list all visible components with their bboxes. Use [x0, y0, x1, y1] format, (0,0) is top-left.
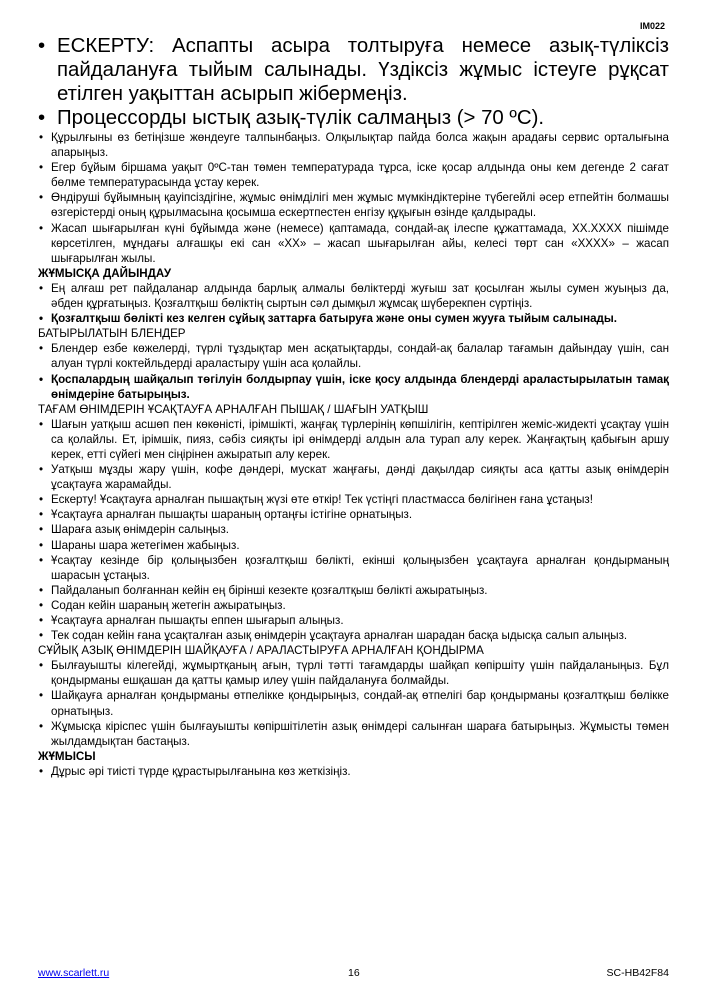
- list-item: • Жасап шығарылған күні бұйымда және (немесе) қаптамада, сондай-ақ ілеспе құжаттамада, XX.XXXX пішімде көрсетілген, мұндағы алғашқы екі сан «XX» – жасап шығарылған айы, келесі төрт сан «XXXX» – жасап шығарылған жылы.: [38, 221, 669, 266]
- manual-content: [38, 34, 669, 779]
- knife-section: [38, 402, 669, 417]
- general-info-list: [38, 130, 669, 266]
- list-item: • Уатқыш мұзды жару үшін, кофе дәндері, мускат жаңғағы, дәнді дақылдар сияқты аса қатты азық өнімдерін ұсақтауға жарамайды.: [38, 462, 669, 492]
- list-item: • Тек содан кейін ғана ұсақталған азық өнімдерін ұсақтауға арналған шарадан басқа ыдысқа салып алыңыз.: [38, 628, 669, 643]
- whisk-list: [38, 658, 669, 749]
- list-item: • Ұсақтауға арналған пышақты шараның ортаңғы істігіне орнатыңыз.: [38, 507, 669, 522]
- list-item: • Дұрыс әрі тиісті түрде құрастырылғанына көз жеткізіңіз.: [38, 764, 669, 779]
- list-item: • Ескерту! Ұсақтауға арналған пышақтың жүзі өте өткір! Тек үстіңгі пластмасса бөлігінен ғана ұстаңыз!: [38, 492, 669, 507]
- list-item: • Ұсақтауға арналған пышақты еппен шығарып алыңыз.: [38, 613, 669, 628]
- section-heading-operation: ЖҰМЫСЫ: [38, 749, 96, 763]
- warning-overfill: • ЕСКЕРТУ: Аспапты асыра толтыруға немесе азық-түліксіз пайдалануға тыйым салынады. Үздіксіз жұмыс істеуге рұқсат етілген уақыттан асырып жібермеңіз.: [38, 34, 669, 106]
- list-item: • Ең алғаш рет пайдаланар алдында барлық алмалы бөліктерді жуғыш зат қосылған жылы сумен жуыңыз да, әбден құрғатыңыз. Қозғалтқыш бөліктің сыртын сәл дымқыл жұмсақ шүберекпен сүртіңіз.: [38, 281, 669, 311]
- list-item: • Қоспалардың шайқалып төгілуін болдырпау үшін, іске қосу алдында блендерді араластырылатын тамақ өнімдеріне батырыңыз.: [38, 372, 669, 402]
- list-item: • Былғауышты кілегейді, жұмыртқаның ағын, түрлі тәтті тағамдарды шайқап көпіршіту үшін пайдаланыңыз. Бұл қондырманы ешқашан да қатты қамыр илеу үшін пайдалануға болмайды.: [38, 658, 669, 688]
- section-heading-knife: ТАҒАМ ӨНІМДЕРІН ҰСАҚТАУҒА АРНАЛҒАН ПЫШАҚ / ШАҒЫН УАТҚЫШ: [38, 402, 429, 416]
- list-item: • Егер бұйым біршама уақыт 0ºС-тан төмен температурада тұрса, іске қосар алдында оны кем дегенде 2 сағат бөлме температурасында ұстау керек.: [38, 160, 669, 190]
- list-item: • Шараны шара жетегімен жабыңыз.: [38, 538, 669, 553]
- website-link[interactable]: www.scarlett.ru: [38, 967, 110, 979]
- model-number: SC-HB42F84: [606, 967, 669, 979]
- list-item: • Жұмысқа кіріспес үшін былғауышты көпіршітілетін азық өнімдері салынған шараға батырыңыз. Жұмысты төмен жылдамдықтан бастаңыз.: [38, 719, 669, 749]
- list-item: • Содан кейін шараның жетегін ажыратыңыз.: [38, 598, 669, 613]
- list-item: • Өндіруші бұйымның қауіпсіздігіне, жұмыс өнімділігі мен жұмыс мүмкіндіктеріне түбегейлі әсер етпейтін болмашы өзгерістерді оның құрылмасына қосымша ескертпестен енгізу құқығын өзінде қалдырады.: [38, 190, 669, 220]
- list-item: • Қозғалтқыш бөлікті кез келген сұйық заттарға батыруға және оны сумен жууға тыйым салынады.: [38, 311, 669, 326]
- section-heading-whisk: СҰЙЫҚ АЗЫҚ ӨНІМДЕРІН ШАЙҚАУҒА / АРАЛАСТЫРУҒА АРНАЛҒАН ҚОНДЫРМА: [38, 644, 484, 658]
- warning-hot-food: • Процессорды ыстық азық-түлік салмаңыз (> 70 ºС).: [38, 106, 669, 130]
- blender-list: [38, 341, 669, 401]
- knife-list: [38, 417, 669, 643]
- operation-list: [38, 764, 669, 779]
- list-item: • Пайдаланып болғаннан кейін ең бірінші кезекте қозғалтқыш бөлікті ажыратыңыз.: [38, 583, 669, 598]
- preparation-list: [38, 281, 669, 326]
- page-number: 16: [348, 967, 360, 979]
- list-item: • Құрылғыны өз бетіңізше жөндеуге талпынбаңыз. Олқылықтар пайда болса жақын арадағы сервис орталығына апарыңыз.: [38, 130, 669, 160]
- list-item: • Блендер езбе көжелерді, түрлі тұздықтар мен асқатықтарды, сондай-ақ балалар тағамын дайындау үшін, сан алуан түрлі коктейльдерді араластыру үшін аса қолайлы.: [38, 341, 669, 371]
- document-code: IM022: [639, 21, 665, 31]
- section-heading-preparation: ЖҰМЫСҚА ДАЙЫНДАУ: [38, 266, 172, 280]
- warning-list: [38, 34, 669, 130]
- list-item: • Шайқауға арналған қондырманы өтпелікке қондырыңыз, сондай-ақ өтпелігі бар қондырманы қозғалтқыш бөлікке орнатыңыз.: [38, 688, 669, 718]
- blender-section: [38, 326, 669, 341]
- list-item: • Ұсақтау кезінде бір қолыңызбен қозғалтқыш бөлікті, екінші қолыңызбен ұсақтауға арналған қондырманың шарасын ұстаңыз.: [38, 553, 669, 583]
- list-item: • Шағын уатқыш асшөп пен көкөністі, ірімшікті, жаңғақ түрлерінің көпшілігін, кептірілген жеміс-жидекті ұсақтау үшін са қолайлы. Ет, ірімшік, пияз, сәбіз сияқты ірі өнімдерді алдын ала турап алу керек. Жаңғақтың қабығын аршу керек, етті сүйегі мен сіңірінен ажыратып алу керек.: [38, 417, 669, 462]
- whisk-section: [38, 643, 669, 658]
- section-heading-blender: БАТЫРЫЛАТЫН БЛЕНДЕР: [38, 327, 186, 341]
- list-item: • Шараға азық өнімдерін салыңыз.: [38, 522, 669, 537]
